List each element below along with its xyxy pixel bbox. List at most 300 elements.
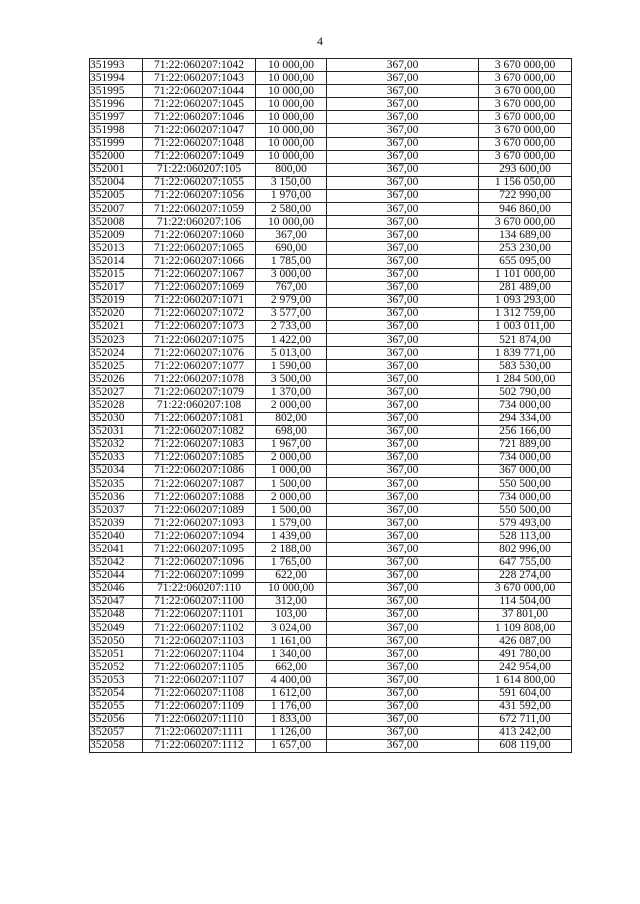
table-row	[90, 59, 572, 72]
table-row	[90, 386, 572, 399]
table-row	[90, 674, 572, 687]
cadastral-number-cell: 71:22:060207:1044	[143, 85, 256, 98]
area-cell: 1 176,00	[256, 700, 327, 713]
area-cell: 1 833,00	[256, 713, 327, 726]
rate-cell: 367,00	[327, 464, 479, 477]
row-number-cell: 352014	[90, 255, 143, 268]
table-row	[90, 399, 572, 412]
rate-cell: 367,00	[327, 137, 479, 150]
table-row	[90, 451, 572, 464]
area-cell: 10 000,00	[256, 59, 327, 72]
cadastral-number-cell: 71:22:060207:1073	[143, 320, 256, 333]
value-cell: 37 801,00	[479, 608, 572, 621]
rate-cell: 367,00	[327, 163, 479, 176]
table-row	[90, 739, 572, 752]
area-cell: 10 000,00	[256, 582, 327, 595]
rate-cell: 367,00	[327, 150, 479, 163]
area-cell: 1 500,00	[256, 504, 327, 517]
table-row	[90, 726, 572, 739]
area-cell: 2 000,00	[256, 399, 327, 412]
table-row	[90, 307, 572, 320]
area-cell: 3 024,00	[256, 622, 327, 635]
row-number-cell: 352001	[90, 163, 143, 176]
area-cell: 2 000,00	[256, 491, 327, 504]
value-cell: 228 274,00	[479, 569, 572, 582]
value-cell: 3 670 000,00	[479, 72, 572, 85]
row-number-cell: 352035	[90, 478, 143, 491]
value-cell: 583 530,00	[479, 360, 572, 373]
row-number-cell: 352042	[90, 556, 143, 569]
cadastral-number-cell: 71:22:060207:1079	[143, 386, 256, 399]
cadastral-number-cell: 71:22:060207:1108	[143, 687, 256, 700]
value-cell: 1 093 293,00	[479, 294, 572, 307]
area-cell: 1 439,00	[256, 530, 327, 543]
cadastral-number-cell: 71:22:060207:1093	[143, 517, 256, 530]
cadastral-number-cell: 71:22:060207:1045	[143, 98, 256, 111]
value-cell: 1 003 011,00	[479, 320, 572, 333]
value-cell: 1 614 800,00	[479, 674, 572, 687]
value-cell: 1 156 050,00	[479, 176, 572, 189]
cadastral-number-cell: 71:22:060207:1110	[143, 713, 256, 726]
cadastral-number-cell: 71:22:060207:1049	[143, 150, 256, 163]
cadastral-number-cell: 71:22:060207:1066	[143, 255, 256, 268]
row-number-cell: 352023	[90, 333, 143, 346]
value-cell: 722 990,00	[479, 189, 572, 202]
area-cell: 10 000,00	[256, 85, 327, 98]
value-cell: 1 101 000,00	[479, 268, 572, 281]
cadastral-number-cell: 71:22:060207:1048	[143, 137, 256, 150]
value-cell: 1 109 808,00	[479, 622, 572, 635]
cadastral-number-cell: 71:22:060207:1078	[143, 373, 256, 386]
table-row	[90, 373, 572, 386]
rate-cell: 367,00	[327, 412, 479, 425]
area-cell: 698,00	[256, 425, 327, 438]
table-row	[90, 137, 572, 150]
row-number-cell: 352015	[90, 268, 143, 281]
cadastral-number-cell: 71:22:060207:1104	[143, 648, 256, 661]
table-row	[90, 543, 572, 556]
value-cell: 1 839 771,00	[479, 347, 572, 360]
area-cell: 2 979,00	[256, 294, 327, 307]
value-cell: 3 670 000,00	[479, 124, 572, 137]
row-number-cell: 351994	[90, 72, 143, 85]
row-number-cell: 352039	[90, 517, 143, 530]
value-cell: 528 113,00	[479, 530, 572, 543]
area-cell: 1 422,00	[256, 333, 327, 346]
table-row	[90, 464, 572, 477]
rate-cell: 367,00	[327, 661, 479, 674]
value-cell: 3 670 000,00	[479, 137, 572, 150]
area-cell: 10 000,00	[256, 111, 327, 124]
row-number-cell: 352017	[90, 281, 143, 294]
row-number-cell: 352030	[90, 412, 143, 425]
rate-cell: 367,00	[327, 347, 479, 360]
row-number-cell: 352021	[90, 320, 143, 333]
cadastral-number-cell: 71:22:060207:1103	[143, 635, 256, 648]
value-cell: 134 689,00	[479, 229, 572, 242]
cadastral-number-cell: 71:22:060207:1077	[143, 360, 256, 373]
value-cell: 802 996,00	[479, 543, 572, 556]
row-number-cell: 352055	[90, 700, 143, 713]
row-number-cell: 352047	[90, 595, 143, 608]
row-number-cell: 352031	[90, 425, 143, 438]
value-cell: 946 860,00	[479, 203, 572, 216]
area-cell: 1 370,00	[256, 386, 327, 399]
area-cell: 3 500,00	[256, 373, 327, 386]
table-row	[90, 163, 572, 176]
table-row	[90, 412, 572, 425]
cadastral-number-cell: 71:22:060207:1095	[143, 543, 256, 556]
cadastral-number-cell: 71:22:060207:1060	[143, 229, 256, 242]
area-cell: 10 000,00	[256, 150, 327, 163]
row-number-cell: 351999	[90, 137, 143, 150]
page-number: 4	[317, 34, 323, 48]
rate-cell: 367,00	[327, 268, 479, 281]
table-row	[90, 556, 572, 569]
area-cell: 2 000,00	[256, 451, 327, 464]
rate-cell: 367,00	[327, 713, 479, 726]
rate-cell: 367,00	[327, 438, 479, 451]
rate-cell: 367,00	[327, 491, 479, 504]
row-number-cell: 352025	[90, 360, 143, 373]
area-cell: 1 657,00	[256, 739, 327, 752]
cadastral-number-cell: 71:22:060207:1069	[143, 281, 256, 294]
rate-cell: 367,00	[327, 320, 479, 333]
cadastral-number-cell: 71:22:060207:1101	[143, 608, 256, 621]
value-cell: 426 087,00	[479, 635, 572, 648]
rate-cell: 367,00	[327, 739, 479, 752]
value-cell: 3 670 000,00	[479, 582, 572, 595]
row-number-cell: 352013	[90, 242, 143, 255]
cadastral-number-cell: 71:22:060207:1105	[143, 661, 256, 674]
table-row	[90, 203, 572, 216]
table-row	[90, 85, 572, 98]
table-row	[90, 595, 572, 608]
row-number-cell: 351998	[90, 124, 143, 137]
cadastral-number-cell: 71:22:060207:1065	[143, 242, 256, 255]
table-row	[90, 648, 572, 661]
rate-cell: 367,00	[327, 281, 479, 294]
table-row	[90, 438, 572, 451]
cadastral-number-cell: 71:22:060207:1085	[143, 451, 256, 464]
row-number-cell: 352019	[90, 294, 143, 307]
value-cell: 591 604,00	[479, 687, 572, 700]
rate-cell: 367,00	[327, 622, 479, 635]
area-cell: 3 150,00	[256, 176, 327, 189]
table-row	[90, 517, 572, 530]
area-cell: 622,00	[256, 569, 327, 582]
area-cell: 10 000,00	[256, 124, 327, 137]
table-row	[90, 491, 572, 504]
cadastral-number-cell: 71:22:060207:1056	[143, 189, 256, 202]
cadastral-number-cell: 71:22:060207:108	[143, 399, 256, 412]
value-cell: 521 874,00	[479, 333, 572, 346]
cadastral-number-cell: 71:22:060207:110	[143, 582, 256, 595]
row-number-cell: 352046	[90, 582, 143, 595]
cadastral-number-cell: 71:22:060207:1086	[143, 464, 256, 477]
rate-cell: 367,00	[327, 72, 479, 85]
row-number-cell: 352032	[90, 438, 143, 451]
area-cell: 2 188,00	[256, 543, 327, 556]
cadastral-number-cell: 71:22:060207:1042	[143, 59, 256, 72]
cadastral-number-cell: 71:22:060207:1102	[143, 622, 256, 635]
cadastral-number-cell: 71:22:060207:1047	[143, 124, 256, 137]
rate-cell: 367,00	[327, 425, 479, 438]
rate-cell: 367,00	[327, 229, 479, 242]
rate-cell: 367,00	[327, 674, 479, 687]
value-cell: 431 592,00	[479, 700, 572, 713]
area-cell: 1 126,00	[256, 726, 327, 739]
area-cell: 1 785,00	[256, 255, 327, 268]
table-row	[90, 478, 572, 491]
rate-cell: 367,00	[327, 543, 479, 556]
table-row	[90, 504, 572, 517]
table-row	[90, 569, 572, 582]
cadastral-number-cell: 71:22:060207:1109	[143, 700, 256, 713]
row-number-cell: 352054	[90, 687, 143, 700]
area-cell: 10 000,00	[256, 137, 327, 150]
table-row	[90, 425, 572, 438]
rate-cell: 367,00	[327, 386, 479, 399]
cadastral-number-cell: 71:22:060207:1075	[143, 333, 256, 346]
value-cell: 3 670 000,00	[479, 85, 572, 98]
table-row	[90, 333, 572, 346]
area-cell: 2 580,00	[256, 203, 327, 216]
rate-cell: 367,00	[327, 59, 479, 72]
cadastral-number-cell: 71:22:060207:1076	[143, 347, 256, 360]
cadastral-number-cell: 71:22:060207:1067	[143, 268, 256, 281]
row-number-cell: 351995	[90, 85, 143, 98]
rate-cell: 367,00	[327, 478, 479, 491]
row-number-cell: 352020	[90, 307, 143, 320]
value-cell: 256 166,00	[479, 425, 572, 438]
table-row	[90, 72, 572, 85]
rate-cell: 367,00	[327, 687, 479, 700]
cadastral-number-cell: 71:22:060207:1094	[143, 530, 256, 543]
value-cell: 579 493,00	[479, 517, 572, 530]
cadastral-number-cell: 71:22:060207:1100	[143, 595, 256, 608]
row-number-cell: 352027	[90, 386, 143, 399]
value-cell: 3 670 000,00	[479, 111, 572, 124]
table-row	[90, 111, 572, 124]
rate-cell: 367,00	[327, 582, 479, 595]
cadastral-number-cell: 71:22:060207:1089	[143, 504, 256, 517]
rate-cell: 367,00	[327, 189, 479, 202]
value-cell: 491 780,00	[479, 648, 572, 661]
row-number-cell: 352053	[90, 674, 143, 687]
table-row	[90, 661, 572, 674]
area-cell: 1 967,00	[256, 438, 327, 451]
table-row	[90, 347, 572, 360]
row-number-cell: 352048	[90, 608, 143, 621]
cadastral-number-cell: 71:22:060207:1099	[143, 569, 256, 582]
rate-cell: 367,00	[327, 111, 479, 124]
area-cell: 2 733,00	[256, 320, 327, 333]
value-cell: 293 600,00	[479, 163, 572, 176]
area-cell: 662,00	[256, 661, 327, 674]
area-cell: 367,00	[256, 229, 327, 242]
area-cell: 1 970,00	[256, 189, 327, 202]
table-row	[90, 700, 572, 713]
rate-cell: 367,00	[327, 595, 479, 608]
table-row	[90, 176, 572, 189]
row-number-cell: 352057	[90, 726, 143, 739]
cadastral-number-cell: 71:22:060207:1055	[143, 176, 256, 189]
table-row	[90, 687, 572, 700]
row-number-cell: 352040	[90, 530, 143, 543]
area-cell: 1 590,00	[256, 360, 327, 373]
value-cell: 367 000,00	[479, 464, 572, 477]
rate-cell: 367,00	[327, 569, 479, 582]
table-row	[90, 530, 572, 543]
value-cell: 253 230,00	[479, 242, 572, 255]
value-cell: 550 500,00	[479, 478, 572, 491]
area-cell: 1 000,00	[256, 464, 327, 477]
table-row	[90, 98, 572, 111]
rate-cell: 367,00	[327, 203, 479, 216]
cadastral-number-cell: 71:22:060207:105	[143, 163, 256, 176]
row-number-cell: 352009	[90, 229, 143, 242]
value-cell: 608 119,00	[479, 739, 572, 752]
cadastral-number-cell: 71:22:060207:1043	[143, 72, 256, 85]
row-number-cell: 352036	[90, 491, 143, 504]
rate-cell: 367,00	[327, 648, 479, 661]
row-number-cell: 351996	[90, 98, 143, 111]
area-cell: 690,00	[256, 242, 327, 255]
rate-cell: 367,00	[327, 85, 479, 98]
value-cell: 114 504,00	[479, 595, 572, 608]
rate-cell: 367,00	[327, 556, 479, 569]
area-cell: 3 577,00	[256, 307, 327, 320]
table-row	[90, 255, 572, 268]
row-number-cell: 352044	[90, 569, 143, 582]
rate-cell: 367,00	[327, 98, 479, 111]
area-cell: 1 579,00	[256, 517, 327, 530]
cadastral-number-cell: 71:22:060207:1072	[143, 307, 256, 320]
table-row	[90, 268, 572, 281]
rate-cell: 367,00	[327, 530, 479, 543]
area-cell: 767,00	[256, 281, 327, 294]
rate-cell: 367,00	[327, 333, 479, 346]
cadastral-number-cell: 71:22:060207:1088	[143, 491, 256, 504]
rate-cell: 367,00	[327, 451, 479, 464]
cadastral-number-cell: 71:22:060207:1096	[143, 556, 256, 569]
area-cell: 802,00	[256, 412, 327, 425]
table-row	[90, 189, 572, 202]
cadastral-number-cell: 71:22:060207:106	[143, 216, 256, 229]
value-cell: 3 670 000,00	[479, 59, 572, 72]
value-cell: 647 755,00	[479, 556, 572, 569]
rate-cell: 367,00	[327, 216, 479, 229]
rate-cell: 367,00	[327, 399, 479, 412]
cadastral-number-cell: 71:22:060207:1071	[143, 294, 256, 307]
rate-cell: 367,00	[327, 726, 479, 739]
area-cell: 10 000,00	[256, 72, 327, 85]
area-cell: 1 765,00	[256, 556, 327, 569]
value-cell: 1 284 500,00	[479, 373, 572, 386]
rate-cell: 367,00	[327, 504, 479, 517]
rate-cell: 367,00	[327, 360, 479, 373]
table-row	[90, 294, 572, 307]
cadastral-number-cell: 71:22:060207:1059	[143, 203, 256, 216]
value-cell: 413 242,00	[479, 726, 572, 739]
row-number-cell: 352007	[90, 203, 143, 216]
row-number-cell: 351997	[90, 111, 143, 124]
table-row	[90, 150, 572, 163]
row-number-cell: 352041	[90, 543, 143, 556]
area-cell: 103,00	[256, 608, 327, 621]
row-number-cell: 352050	[90, 635, 143, 648]
value-cell: 3 670 000,00	[479, 150, 572, 163]
table-row	[90, 635, 572, 648]
value-cell: 721 889,00	[479, 438, 572, 451]
cadastral-number-cell: 71:22:060207:1081	[143, 412, 256, 425]
value-cell: 242 954,00	[479, 661, 572, 674]
table-row	[90, 320, 572, 333]
row-number-cell: 352008	[90, 216, 143, 229]
data-table	[89, 58, 572, 753]
row-number-cell: 352024	[90, 347, 143, 360]
area-cell: 10 000,00	[256, 216, 327, 229]
table-row	[90, 582, 572, 595]
table-row	[90, 216, 572, 229]
area-cell: 1 612,00	[256, 687, 327, 700]
row-number-cell: 351993	[90, 59, 143, 72]
cadastral-number-cell: 71:22:060207:1112	[143, 739, 256, 752]
cadastral-number-cell: 71:22:060207:1083	[143, 438, 256, 451]
value-cell: 1 312 759,00	[479, 307, 572, 320]
value-cell: 655 095,00	[479, 255, 572, 268]
rate-cell: 367,00	[327, 242, 479, 255]
rate-cell: 367,00	[327, 635, 479, 648]
row-number-cell: 352026	[90, 373, 143, 386]
area-cell: 1 340,00	[256, 648, 327, 661]
value-cell: 734 000,00	[479, 451, 572, 464]
row-number-cell: 352056	[90, 713, 143, 726]
area-cell: 3 000,00	[256, 268, 327, 281]
value-cell: 672 711,00	[479, 713, 572, 726]
rate-cell: 367,00	[327, 176, 479, 189]
row-number-cell: 352051	[90, 648, 143, 661]
table-row	[90, 229, 572, 242]
cadastral-number-cell: 71:22:060207:1087	[143, 478, 256, 491]
cadastral-number-cell: 71:22:060207:1111	[143, 726, 256, 739]
row-number-cell: 352037	[90, 504, 143, 517]
row-number-cell: 352005	[90, 189, 143, 202]
value-cell: 281 489,00	[479, 281, 572, 294]
rate-cell: 367,00	[327, 294, 479, 307]
value-cell: 734 000,00	[479, 491, 572, 504]
row-number-cell: 352058	[90, 739, 143, 752]
area-cell: 5 013,00	[256, 347, 327, 360]
value-cell: 734 000,00	[479, 399, 572, 412]
area-cell: 4 400,00	[256, 674, 327, 687]
row-number-cell: 352049	[90, 622, 143, 635]
value-cell: 502 790,00	[479, 386, 572, 399]
table-row	[90, 242, 572, 255]
row-number-cell: 352000	[90, 150, 143, 163]
area-cell: 312,00	[256, 595, 327, 608]
row-number-cell: 352052	[90, 661, 143, 674]
row-number-cell: 352033	[90, 451, 143, 464]
table-row	[90, 124, 572, 137]
rate-cell: 367,00	[327, 608, 479, 621]
table-row	[90, 622, 572, 635]
cadastral-number-cell: 71:22:060207:1046	[143, 111, 256, 124]
value-cell: 550 500,00	[479, 504, 572, 517]
rate-cell: 367,00	[327, 307, 479, 320]
row-number-cell: 352028	[90, 399, 143, 412]
